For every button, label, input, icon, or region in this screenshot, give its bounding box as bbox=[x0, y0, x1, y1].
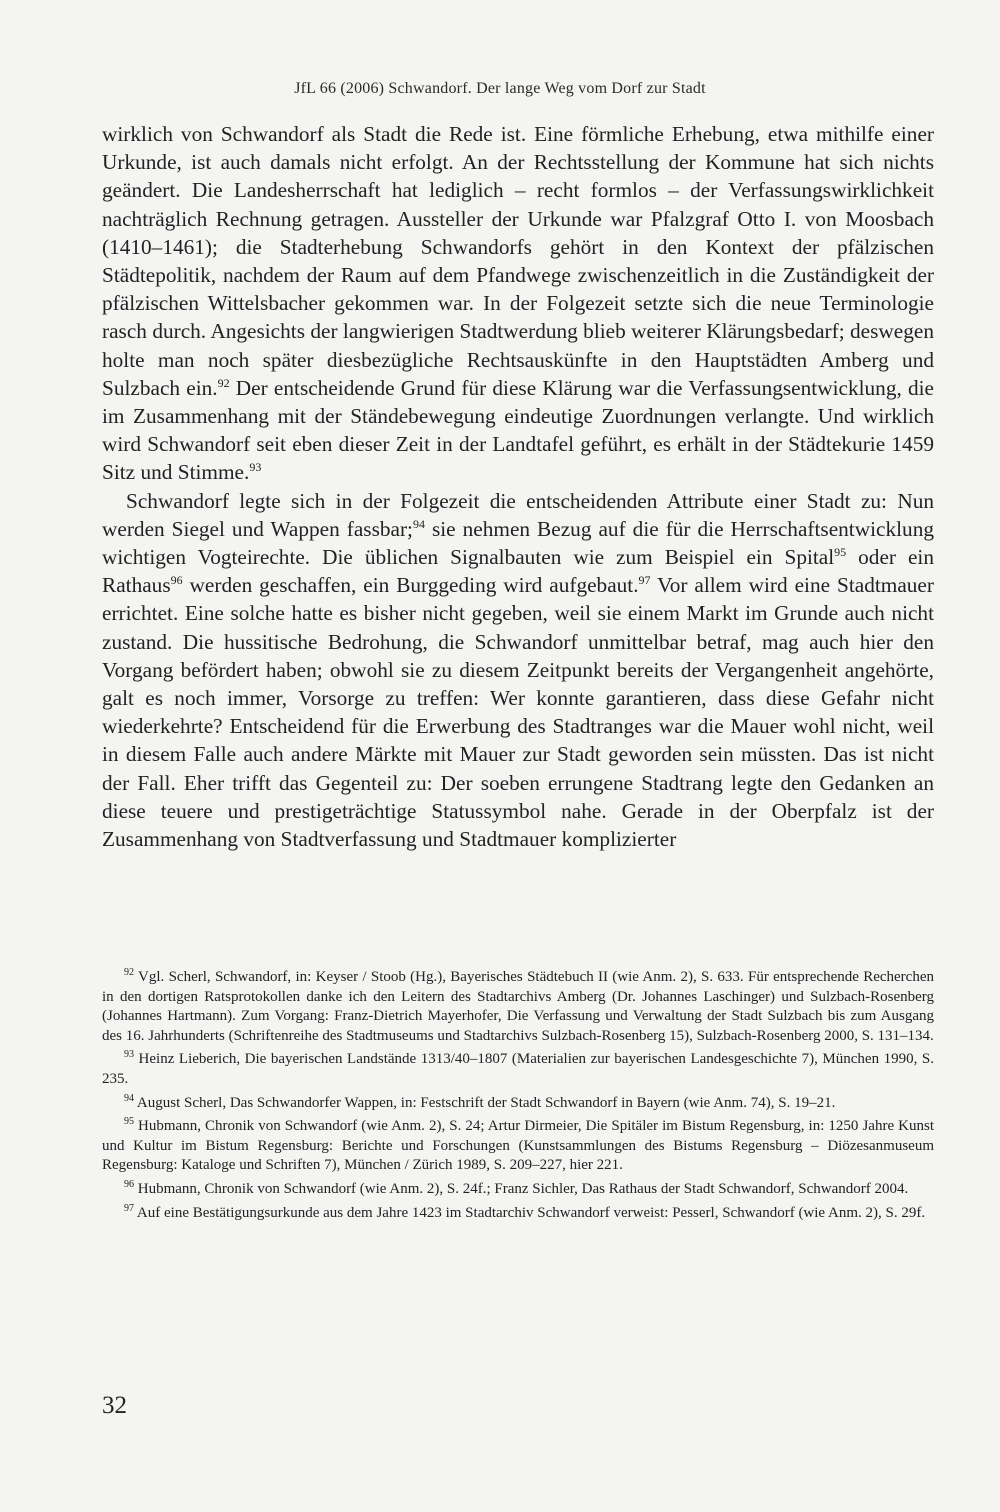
footnote-ref[interactable]: 93 bbox=[249, 460, 262, 475]
footnote-95 bbox=[102, 1117, 934, 1176]
paragraph-1 bbox=[102, 120, 934, 487]
footnote-number: 93 bbox=[124, 1049, 134, 1061]
footnote-text: Hubmann, Chronik von Schwandorf (wie Anm. 2), S. 24f.; Franz Sichler, Das Rathaus der Stadt Schwandorf, Schwandorf 2004. bbox=[134, 1180, 909, 1197]
footnote-ref[interactable]: 97 bbox=[638, 573, 651, 588]
footnote-text: Hubmann, Chronik von Schwandorf (wie Anm. 2), S. 24; Artur Dirmeier, Die Spitäler im Bistum Regensburg, in: 1250 Jahre Kunst und Kultur im Bistum Regensburg: Berichte und Forschungen (Kunstsammlungen des Bistums Regensburg – Diözesanmuseum Regensburg: Kataloge und Schriften 7), München / Zürich 1989, S. 209–227, hier 221. bbox=[102, 1118, 934, 1174]
paragraph-text: Vor allem wird eine Stadtmauer errichtet. Eine solche hatte es bisher nicht gegeben, weil sie einem Markt im Grunde auch nicht zustand. Die hussitische Bedrohung, die Schwandorf unmittelbar betraf, mag auch hier den Vorgang befördert haben; obwohl sie zu diesem Zeitpunkt bereits der Vergangenheit angehörte, galt es noch immer, Vorsorge zu treffen: Wer konnte garantieren, dass diese Gefahr nicht wiederkehrte? Entscheidend für die Erwerbung des Stadtranges war die Mauer wohl nicht, weil in diesem Falle auch andere Märkte mit Mauer zur Stadt geworden sein müssten. Das ist nicht der Fall. Eher trifft das Gegenteil zu: Der soeben errungene Stadtrang legte den Gedanken an diese teuere und prestigeträchtige Statussymbol nahe. Gerade in der Oberpfalz ist der Zusammenhang von Stadtverfassung und Stadtmauer komplizierter bbox=[102, 573, 934, 852]
footnote-ref[interactable]: 92 bbox=[217, 375, 230, 390]
footnote-text: Auf eine Bestätigungsurkunde aus dem Jahre 1423 im Stadtarchiv Schwandorf verweist: Pesserl, Schwandorf (wie Anm. 2), S. 29f. bbox=[134, 1204, 926, 1221]
footnote-number: 95 bbox=[124, 1116, 134, 1128]
paragraph-2 bbox=[102, 487, 934, 854]
footnote-ref[interactable]: 95 bbox=[834, 544, 847, 559]
footnote-number: 94 bbox=[124, 1092, 134, 1104]
paragraph-text: oder ein Rathaus bbox=[102, 545, 934, 598]
footnote-ref[interactable]: 96 bbox=[170, 573, 183, 588]
footnote-text: Heinz Lieberich, Die bayerischen Landstände 1313/40–1807 (Materialien zur bayerischen Landesgeschichte 7), München 1990, S. 235. bbox=[102, 1051, 934, 1087]
paragraph-text: wirklich von Schwandorf als Stadt die Rede ist. Eine förmliche Erhebung, etwa mithilfe einer Urkunde, ist auch damals nicht erfolgt. An der Rechtsstellung der Kommune hat sich nichts geändert. Die Landesherrschaft hat lediglich – recht formlos – der Verfassungswirklichkeit nachträglich Rechnung getragen. Aussteller der Urkunde war Pfalzgraf Otto I. von Moosbach (1410–1461); die Stadterhebung Schwandorfs gehört in den Kontext der pfälzischen Städtepolitik, nachdem der Raum auf dem Pfandwege zwischenzeitlich in die Zuständigkeit der pfälzischen Wittelsbacher gekommen war. In der Folgezeit setzte sich die neue Terminologie rasch durch. Angesichts der langwierigen Stadtwerdung blieb weiterer Klärungsbedarf; deswegen holte man noch später diesbezügliche Rechtsauskünfte in den Hauptstädten Amberg und Sulzbach ein. bbox=[102, 122, 934, 400]
footnote-text: Vgl. Scherl, Schwandorf, in: Keyser / Stoob (Hg.), Bayerisches Städtebuch II (wie Anm. 2), S. 633. Für entsprechende Recherchen in den dortigen Ratsprotokollen danke ich den Leitern des Stadtarchivs Amberg (Dr. Johannes Laschinger) und Sulzbach-Rosenberg (Johannes Hartmann). Zum Vorgang: Franz-Dietrich Mayerhofer, Die Verfassung und Verwaltung der Stadt Sulzbach bis zum Ausgang des 16. Jahrhunderts (Schriftenreihe des Stadtmuseums und Stadtarchivs Sulzbach-Rosenberg 15), Sulzbach-Rosenberg 2000, S. 131–134. bbox=[102, 969, 934, 1044]
paragraph-text: Der entscheidende Grund für diese Klärung war die Verfassungsentwicklung, die im Zusammenhang mit der Ständebewegung eindeutige Zuordnungen verlangte. Und wirklich wird Schwandorf seit eben dieser Zeit in der Landtafel geführt, es erhält in der Städtekurie 1459 Sitz und Stimme. bbox=[102, 375, 935, 485]
footnote-ref[interactable]: 94 bbox=[412, 516, 425, 531]
paragraph-text: werden geschaffen, ein Burggeding wird aufgebaut. bbox=[182, 573, 639, 598]
paragraph-text: Schwandorf legte sich in der Folgezeit die entscheidenden Attribute einer Stadt zu: Nun werden Siegel und Wappen fassbar; bbox=[102, 488, 934, 541]
footnotes bbox=[102, 968, 934, 1227]
main-text bbox=[102, 120, 934, 853]
footnote-number: 96 bbox=[124, 1178, 134, 1190]
footnote-94 bbox=[102, 1094, 934, 1114]
footnote-97 bbox=[102, 1204, 934, 1224]
footnote-92 bbox=[102, 968, 934, 1046]
footnote-text: August Scherl, Das Schwandorfer Wappen, in: Festschrift der Stadt Schwandorf in Bayern (wie Anm. 74), S. 19–21. bbox=[134, 1094, 836, 1111]
footnote-96 bbox=[102, 1180, 934, 1200]
paragraph-text: sie nehmen Bezug auf die für die Herrschaftsentwicklung wichtigen Vogteirechte. Die üblichen Signalbauten wie zum Beispiel ein Spital bbox=[102, 516, 934, 570]
running-head: JfL 66 (2006) Schwandorf. Der lange Weg vom Dorf zur Stadt bbox=[294, 80, 706, 97]
footnote-number: 92 bbox=[124, 967, 134, 978]
footnote-93 bbox=[102, 1050, 934, 1089]
page-number: 32 bbox=[102, 1392, 127, 1419]
footnote-number: 97 bbox=[124, 1202, 134, 1214]
